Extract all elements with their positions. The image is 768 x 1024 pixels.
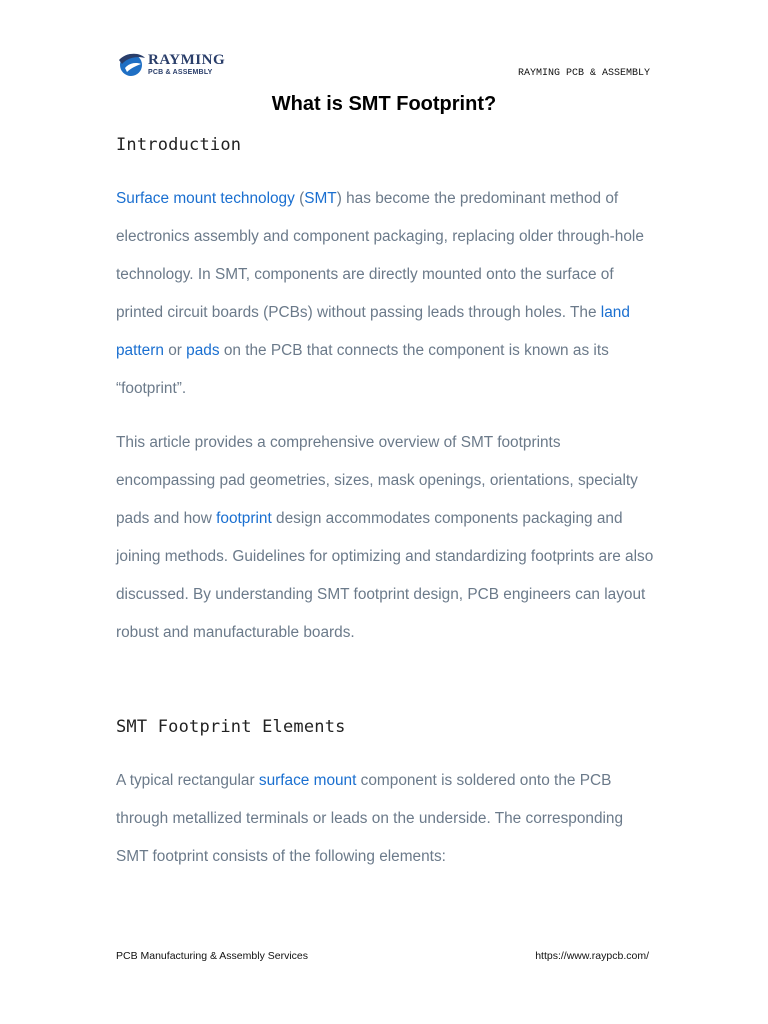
text-segment: or <box>163 342 187 359</box>
rayming-logo-icon <box>116 50 146 78</box>
footer-website-link[interactable]: https://www.raypcb.com/ <box>535 950 649 962</box>
text-segment: component is soldered onto the PCB through metallized terminals or leads on the underside. The corresponding SMT footprint consists of the following elements: <box>116 772 624 865</box>
company-logo <box>116 50 225 78</box>
text-segment: design accommodates components packaging and joining methods. Guidelines for optimizing and standardizing footprints are also discussed. By understanding SMT footprint design, PCB engineers can layout robust and manufacturable boards. <box>116 510 654 641</box>
footer-services-text: PCB Manufacturing & Assembly Services <box>116 950 308 962</box>
elements-paragraph <box>116 762 656 876</box>
pads-link[interactable]: pads <box>186 342 220 359</box>
smt-footprint-elements-heading: SMT Footprint Elements <box>116 717 346 737</box>
text-segment: This article provides a comprehensive overview of SMT footprints encompassing pad geometries, sizes, mask openings, orientations, specialty pads and how <box>116 434 638 527</box>
land-pattern-link[interactable]: land pattern <box>116 304 630 359</box>
logo-main-text: RAYMING <box>148 51 226 68</box>
text-segment: A typical rectangular <box>116 772 259 789</box>
surface-mount-link[interactable]: surface mount <box>258 772 357 789</box>
introduction-heading: Introduction <box>116 135 242 155</box>
page-title: What is SMT Footprint? <box>271 93 497 115</box>
logo-sub-text: PCB & ASSEMBLY <box>148 68 213 76</box>
text-segment: on the PCB that connects the component is known as its “footprint”. <box>116 342 609 397</box>
header-company-name: RAYMING PCB & ASSEMBLY <box>517 68 650 79</box>
footprint-link[interactable]: footprint <box>216 510 272 527</box>
intro-paragraph-2 <box>116 424 656 652</box>
intro-paragraph-1 <box>116 180 656 408</box>
text-segment: ) has become the predominant method of electronics assembly and component packaging, replacing older through-hole technology. In SMT, components are directly mounted onto the surface of printed circuit boards (PCBs) without passing leads through holes. The <box>116 190 644 321</box>
smt-link[interactable]: SMT <box>304 190 337 207</box>
surface-mount-technology-link[interactable]: Surface mount technology <box>116 190 295 207</box>
text-segment: ( <box>294 190 305 207</box>
